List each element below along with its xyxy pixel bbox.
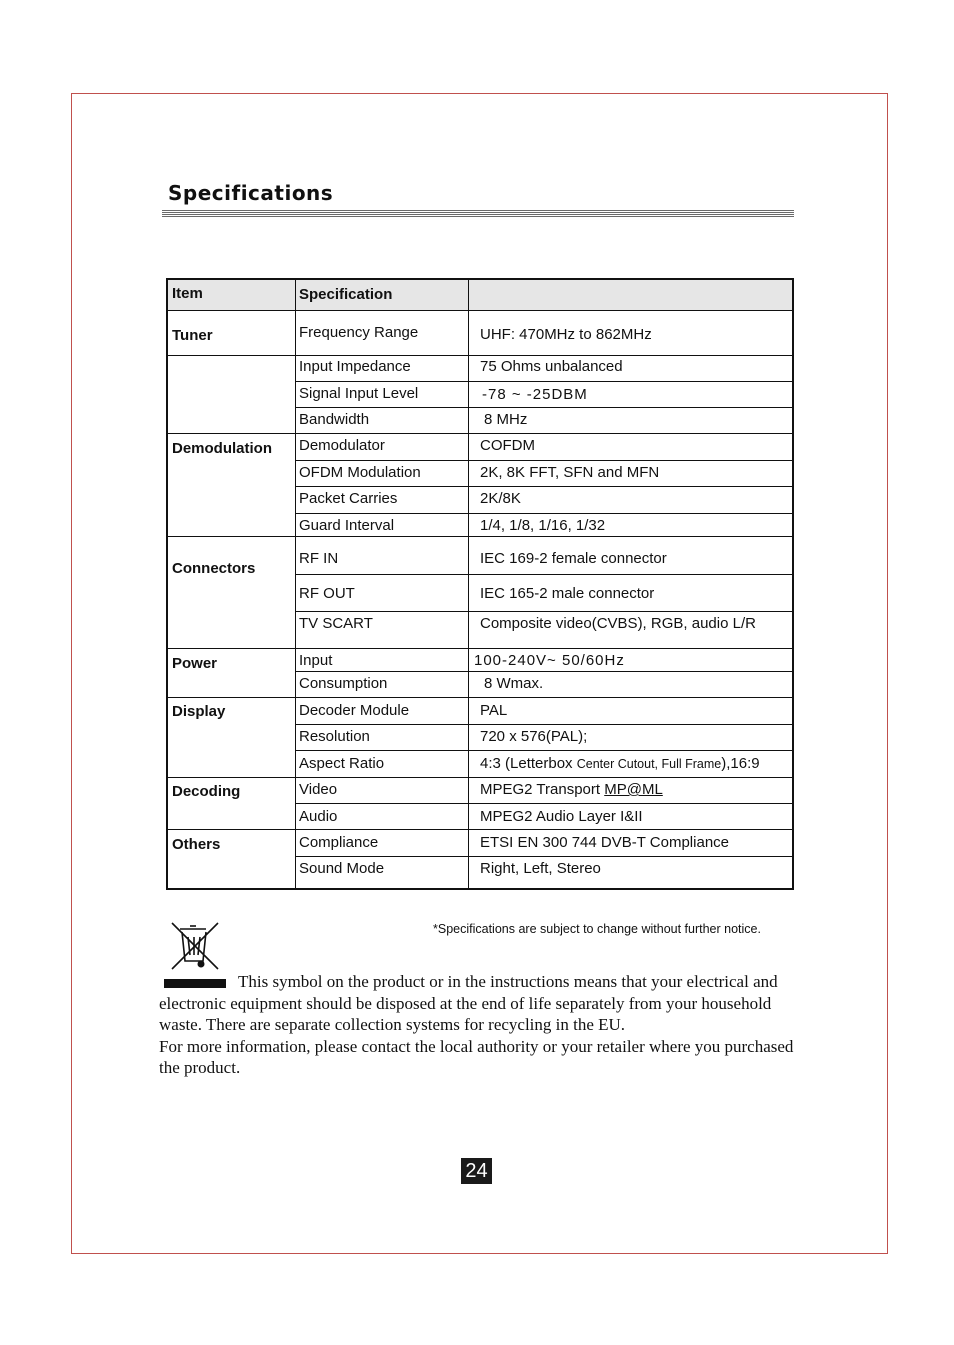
category-decoding: Decoding (172, 783, 241, 800)
spec-label: Aspect Ratio (299, 755, 385, 772)
header-item: Item (172, 285, 203, 302)
spec-label: Frequency Range (299, 324, 419, 341)
spec-label: Sound Mode (299, 860, 385, 877)
spec-value: 2K/8K (480, 490, 521, 507)
spec-label: Resolution (299, 728, 370, 745)
header-specification: Specification (299, 286, 393, 303)
specifications-table (166, 278, 794, 890)
spec-label: Audio (299, 808, 338, 825)
spec-value: Right, Left, Stereo (480, 860, 601, 877)
spec-label: Bandwidth (299, 411, 370, 428)
spec-label: Video (299, 781, 338, 798)
spec-label: Input (299, 652, 333, 669)
page-title: Specifications (168, 181, 334, 205)
column-divider-1 (295, 280, 296, 888)
spec-label: RF IN (299, 550, 339, 567)
spec-value: 1/4, 1/8, 1/16, 1/32 (480, 517, 606, 534)
spec-label: Consumption (299, 675, 388, 692)
spec-value-aspect-ratio: 4:3 (Letterbox Center Cutout, Full Frame),16:9 (480, 755, 760, 772)
category-power: Power (172, 655, 218, 672)
spec-label: Compliance (299, 834, 379, 851)
category-tuner: Tuner (172, 327, 213, 344)
page-number: 24 (461, 1158, 492, 1184)
spec-label: TV SCART (299, 615, 373, 632)
disposal-text-1: This symbol on the product or in the instructions means that your electrical and electronic equipment should be disposed at the end of life separately from your household waste. There are separate collection systems for recycling in the EU. (159, 972, 778, 1034)
spec-value: PAL (480, 702, 508, 719)
spec-label: Demodulator (299, 437, 385, 454)
disposal-text-2: For more information, please contact the local authority or your retailer where you purchased the product. (159, 1036, 794, 1077)
spec-value: IEC 165-2 male connector (480, 585, 655, 602)
spec-value: UHF: 470MHz to 862MHz (480, 326, 652, 343)
spec-label: RF OUT (299, 585, 355, 602)
category-display: Display (172, 703, 226, 720)
crossed-out-wheelie-bin-icon (168, 921, 222, 973)
category-connectors: Connectors (172, 560, 256, 577)
spec-label: Input Impedance (299, 358, 411, 375)
spec-value: ETSI EN 300 744 DVB-T Compliance (480, 834, 730, 851)
spec-label: Decoder Module (299, 702, 410, 719)
spec-value: 720 x 576(PAL); (480, 728, 588, 745)
spec-label: OFDM Modulation (299, 464, 421, 481)
category-demodulation: Demodulation (172, 440, 272, 457)
column-divider-2 (468, 280, 469, 888)
spec-value: MPEG2 Audio Layer I&II (480, 808, 643, 825)
spec-value: 2K, 8K FFT, SFN and MFN (480, 464, 660, 481)
spec-label: Guard Interval (299, 517, 395, 534)
spec-label: Packet Carries (299, 490, 398, 507)
spec-label: Signal Input Level (299, 385, 419, 402)
disposal-paragraph (159, 971, 799, 1079)
specifications-notice: *Specifications are subject to change without further notice. (433, 922, 761, 936)
table-header-row (168, 280, 792, 310)
spec-value: 100-240V~ 50/60Hz (474, 652, 625, 669)
spec-value: Composite video(CVBS), RGB, audio L/R (480, 615, 756, 632)
title-underline (162, 210, 794, 217)
spec-value: 75 Ohms unbalanced (480, 358, 623, 375)
category-others: Others (172, 836, 221, 853)
spec-value: COFDM (480, 437, 535, 454)
spec-value-video: MPEG2 Transport MP@ML (480, 781, 663, 798)
spec-value: -78 ~ -25DBM (482, 386, 588, 403)
spec-value: IEC 169-2 female connector (480, 550, 667, 567)
spec-value: 8 MHz (484, 411, 528, 428)
spec-value: 8 Wmax. (484, 675, 544, 692)
